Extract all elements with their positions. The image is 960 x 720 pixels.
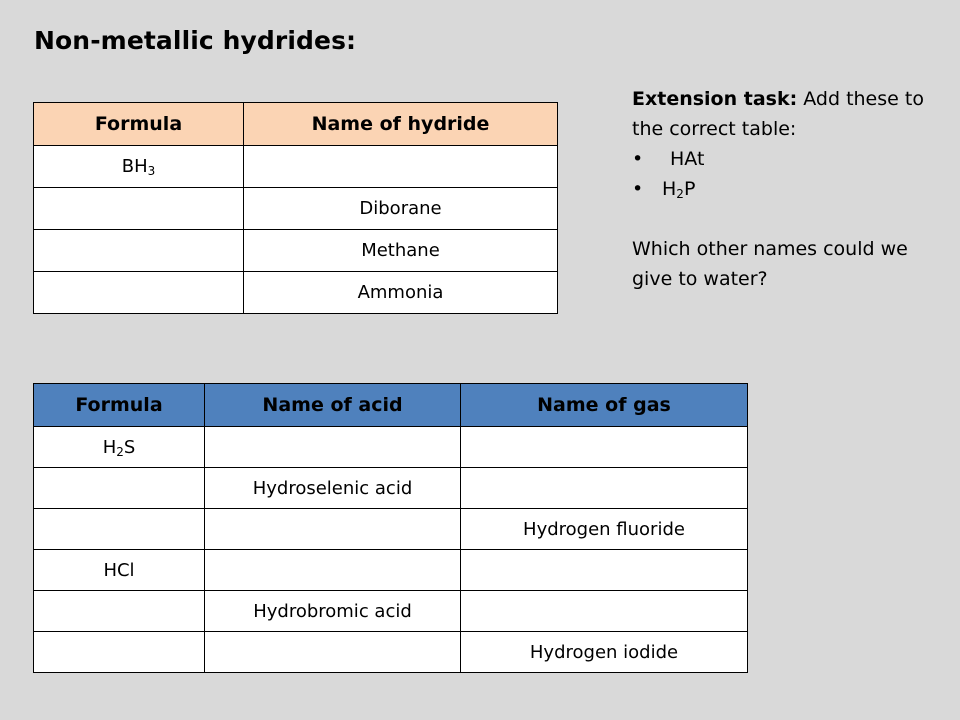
acid-name-cell bbox=[205, 550, 461, 591]
header-name-of-acid: Name of acid bbox=[205, 384, 461, 427]
table-row bbox=[34, 146, 558, 188]
formula-cell bbox=[34, 591, 205, 632]
table-row bbox=[34, 427, 748, 468]
formula-cell: $H_2S$ bbox=[34, 427, 205, 468]
acid-table bbox=[33, 383, 748, 673]
gas-name-cell: Hydrogen iodide bbox=[461, 632, 748, 673]
header-formula: Formula bbox=[34, 103, 244, 146]
table-row bbox=[34, 272, 558, 314]
extension-list bbox=[632, 144, 932, 204]
hydride-name-cell: Methane bbox=[244, 230, 558, 272]
formula-cell bbox=[34, 230, 244, 272]
formula-cell bbox=[34, 509, 205, 550]
formula-cell: $BH_3$ bbox=[34, 146, 244, 188]
table-row bbox=[34, 188, 558, 230]
extension-question: Which other names could we give to water? bbox=[632, 238, 908, 290]
acid-name-cell: Hydroselenic acid bbox=[205, 468, 461, 509]
formula-cell bbox=[34, 632, 205, 673]
hydride-name-cell: Diborane bbox=[244, 188, 558, 230]
table-row bbox=[34, 591, 748, 632]
gas-name-cell bbox=[461, 550, 748, 591]
table-row bbox=[34, 230, 558, 272]
header-formula: Formula bbox=[34, 384, 205, 427]
extension-instruction: Add these to the correct table: bbox=[632, 88, 924, 140]
formula-cell bbox=[34, 272, 244, 314]
acid-name-cell: Hydrobromic acid bbox=[205, 591, 461, 632]
acid-name-cell bbox=[205, 427, 461, 468]
extension-heading: Extension task: bbox=[632, 88, 798, 110]
gas-name-cell bbox=[461, 591, 748, 632]
table-row bbox=[34, 468, 748, 509]
extension-task bbox=[632, 84, 932, 294]
gas-name-cell bbox=[461, 468, 748, 509]
acid-name-cell bbox=[205, 632, 461, 673]
page-title: Non-metallic hydrides: bbox=[34, 26, 357, 55]
extension-intro bbox=[632, 84, 932, 144]
table-row bbox=[34, 632, 748, 673]
gas-name-cell bbox=[461, 427, 748, 468]
formula-cell bbox=[34, 468, 205, 509]
extension-item-h2p: • $H_2P$ bbox=[632, 174, 932, 204]
hydride-table-header bbox=[34, 103, 558, 146]
table-row bbox=[34, 550, 748, 591]
acid-table-header bbox=[34, 384, 748, 427]
formula-cell bbox=[34, 188, 244, 230]
extension-item-hat: • HAt bbox=[632, 144, 932, 174]
header-name-of-gas: Name of gas bbox=[461, 384, 748, 427]
gas-name-cell: Hydrogen fluoride bbox=[461, 509, 748, 550]
acid-name-cell bbox=[205, 509, 461, 550]
hydride-name-cell: Ammonia bbox=[244, 272, 558, 314]
formula-cell: HCl bbox=[34, 550, 205, 591]
header-name-of-hydride: Name of hydride bbox=[244, 103, 558, 146]
hydride-name-cell bbox=[244, 146, 558, 188]
table-row bbox=[34, 509, 748, 550]
hydride-table bbox=[33, 102, 558, 314]
